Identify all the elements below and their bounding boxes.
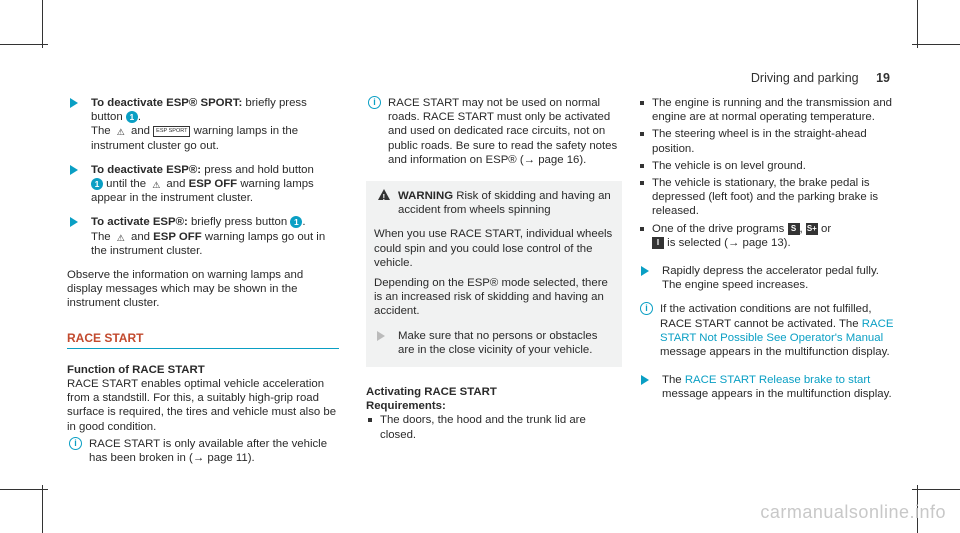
list-item — [638, 222, 900, 250]
esp-off-label: ESP OFF — [153, 230, 202, 243]
watermark: carmanualsonline.info — [760, 502, 946, 522]
step-text: warning lamps in the instrument cluster go out. — [91, 125, 299, 152]
bullet-icon — [640, 227, 644, 231]
warning-step — [374, 329, 614, 357]
info-note — [366, 96, 622, 167]
column-2 — [366, 96, 622, 445]
step-arrow-icon — [70, 165, 78, 175]
step-deactivate-esp-sport — [67, 96, 339, 153]
list-item-text: The steering wheel is in the straight-ahead position. — [652, 128, 867, 155]
step-text: briefly press button — [91, 97, 307, 124]
crop-mark — [917, 0, 918, 48]
function-paragraph: RACE START enables optimal vehicle acceleration from a standstill. For this, a suitably high-grip road surface is required, the tires and vehicle must also be in good condition. — [67, 378, 337, 433]
list-item-text: The vehicle is stationary, the brake pedal is depressed (left foot) and the parking brake is released. — [652, 177, 879, 218]
list-item — [638, 127, 900, 155]
step-heading: To activate ESP®: — [91, 216, 188, 229]
crop-mark — [912, 489, 960, 490]
step-text: and — [130, 125, 150, 138]
info-icon: i — [640, 302, 653, 315]
warning-title: WARNING — [398, 190, 454, 203]
header-title: Driving and parking — [750, 71, 859, 85]
crop-mark — [0, 44, 48, 45]
list-item-text: The doors, the hood and the trunk lid are closed. — [380, 414, 586, 441]
column-1 — [67, 96, 339, 473]
crop-mark — [42, 485, 43, 533]
display-message: RACE START Release brake to start — [684, 374, 871, 387]
subsection-title: Activating RACE START — [366, 386, 497, 399]
callout-number: 1 — [126, 111, 138, 123]
bullet-icon — [368, 418, 372, 422]
step-text: The — [91, 125, 111, 138]
step-activate-esp — [67, 215, 339, 258]
step-heading: To deactivate ESP® SPORT: — [91, 97, 243, 109]
list-item — [638, 159, 900, 173]
crop-mark — [0, 489, 48, 490]
list-item-text: The engine is running and the transmission and engine are at normal operating temperature. — [652, 97, 892, 124]
step-text: warning lamps go out in the instrument cluster. — [91, 230, 326, 257]
step-text: and — [130, 230, 150, 243]
info-text: If the activation conditions are not fulfilled, RACE START cannot be activated. The — [660, 303, 872, 330]
step-arrow-icon — [641, 266, 649, 276]
crop-mark — [42, 0, 43, 48]
observe-paragraph: Observe the information on warning lamps and display messages which may be shown in the instrument cluster. — [67, 269, 304, 310]
page-number: 19 — [876, 71, 890, 85]
step-text: The — [91, 230, 111, 243]
warning-header — [374, 189, 614, 217]
step-text: press and hold button — [201, 163, 314, 176]
callout-number: 1 — [91, 178, 103, 190]
step-text: message appears in the multifunction display. — [662, 388, 892, 401]
list-item — [638, 96, 900, 124]
crop-mark — [912, 44, 960, 45]
skid-warning-lamp-icon: ⚠ — [116, 127, 125, 138]
subsection-title: Function of RACE START — [67, 363, 205, 376]
step-arrow-icon — [377, 331, 385, 341]
skid-warning-lamp-icon: ⚠ — [152, 180, 161, 190]
callout-number: 1 — [290, 216, 302, 228]
list-item — [366, 413, 622, 441]
display-message: RACE START Not Possible See Operator's Manual — [660, 317, 894, 344]
drive-program-individual-icon: I — [652, 237, 664, 249]
warning-paragraph: Depending on the ESP® mode selected, there is an increased risk of skidding and having an accident. — [374, 277, 608, 318]
info-icon: i — [368, 96, 381, 109]
info-note — [67, 437, 339, 465]
step-text: The — [662, 374, 682, 387]
skid-warning-lamp-icon: ⚠ — [116, 232, 125, 243]
warning-body — [374, 227, 614, 357]
list-item-text: or — [821, 222, 832, 235]
info-text: message appears in the multifunction display. — [660, 346, 890, 359]
requirements-label: Requirements: — [366, 400, 446, 413]
step-text: and — [166, 178, 186, 191]
step-text: briefly press button — [187, 216, 288, 229]
esp-sport-lamp-icon: ESP SPORT — [153, 126, 190, 137]
step-text: Make sure that no persons or obstacles are in the close vicinity of your vehicle. — [398, 329, 598, 356]
bullet-icon — [640, 181, 644, 185]
column-3 — [638, 96, 900, 412]
section-title: RACE START — [67, 331, 339, 349]
warning-box — [366, 181, 622, 367]
drive-program-s-icon: S — [788, 223, 800, 235]
list-item-text: The vehicle is on level ground. — [652, 159, 806, 172]
info-text: RACE START may not be used on normal roads. RACE START must only be activated and used on dedicated race circuits, not on public roads. Be sure to read the safety notes and information on ESP® (→ page 16). — [388, 97, 618, 166]
step-text: . — [302, 216, 306, 229]
info-icon: i — [69, 437, 82, 450]
step-text: Rapidly depress the accelerator pedal fully. The engine speed increases. — [662, 265, 879, 292]
step-arrow-icon — [641, 375, 649, 385]
step-text: warning lamps appear in the instrument cluster. — [91, 178, 314, 205]
info-text: RACE START is only available after the vehicle has been broken in (→ page 11). — [89, 437, 328, 465]
step-arrow-icon — [70, 98, 78, 108]
warning-heading: Risk of skidding and having an accident from wheels spinning — [398, 190, 611, 217]
bullet-icon — [640, 164, 644, 168]
warning-paragraph: When you use RACE START, individual wheels could spin and you could lose control of the vehicle. — [374, 228, 613, 269]
step-arrow-icon — [70, 217, 78, 227]
bullet-icon — [640, 132, 644, 136]
esp-off-label: ESP OFF — [188, 178, 238, 191]
drive-program-s-plus-icon: S+ — [806, 223, 817, 233]
step-deactivate-esp — [67, 163, 339, 206]
list-item-text: is selected (→ page 13). — [667, 236, 791, 249]
step-heading: To deactivate ESP®: — [91, 163, 202, 176]
step-depress-accelerator — [638, 264, 900, 292]
step-text: until the — [106, 178, 147, 191]
info-note — [638, 302, 900, 359]
page-header — [751, 71, 890, 85]
step-release-brake — [638, 373, 900, 401]
list-item-text: One of the drive programs — [652, 222, 785, 235]
bullet-icon — [640, 101, 644, 105]
step-text: . — [137, 111, 142, 124]
warning-triangle-icon: ! — [378, 189, 390, 200]
list-item — [638, 176, 900, 219]
list-item-text: , — [799, 222, 803, 235]
